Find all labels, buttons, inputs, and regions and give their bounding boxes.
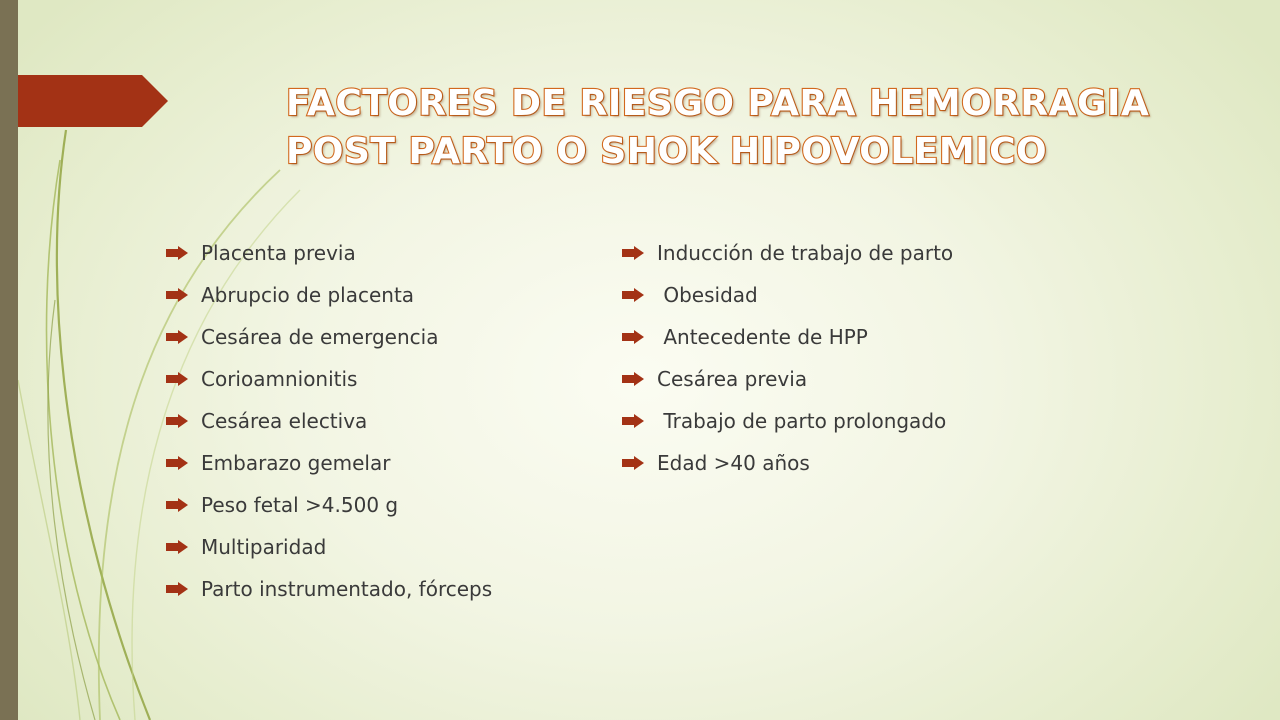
list-item	[166, 568, 586, 610]
arrow-bullet-icon	[166, 372, 188, 386]
arrow-bullet-icon	[622, 330, 644, 344]
list-item-text: Abrupcio de placenta	[201, 283, 415, 307]
list-item-text: Trabajo de parto prolongado	[657, 409, 947, 433]
list-item-text: Inducción de trabajo de parto	[657, 241, 954, 265]
list-item-text: Cesárea electiva	[201, 409, 368, 433]
list-item	[166, 526, 586, 568]
list-item	[622, 400, 1082, 442]
arrow-bullet-icon	[622, 288, 644, 302]
slide-title-line-1: FACTORES DE RIESGO PARA HEMORRAGIA	[286, 83, 1150, 124]
list-item	[622, 316, 1082, 358]
title-arrow-tab	[18, 75, 168, 127]
list-item-text: Cesárea de emergencia	[201, 325, 439, 349]
left-accent-bar	[0, 0, 18, 720]
list-item	[166, 232, 586, 274]
list-item-text: Embarazo gemelar	[201, 451, 391, 475]
arrow-bullet-icon	[622, 456, 644, 470]
list-item-text: Parto instrumentado, fórceps	[201, 577, 493, 601]
list-item	[166, 316, 586, 358]
list-item-text: Antecedente de HPP	[657, 325, 868, 349]
arrow-bullet-icon	[166, 246, 188, 260]
arrow-bullet-icon	[166, 414, 188, 428]
arrow-bullet-icon	[166, 498, 188, 512]
list-item	[166, 442, 586, 484]
arrow-bullet-icon	[622, 414, 644, 428]
list-item-text: Obesidad	[657, 283, 758, 307]
list-item	[166, 484, 586, 526]
arrow-bullet-icon	[622, 246, 644, 260]
arrow-bullet-icon	[622, 372, 644, 386]
arrow-bullet-icon	[166, 582, 188, 596]
list-item	[622, 442, 1082, 484]
risk-factors-list-right	[622, 232, 1082, 484]
list-item	[622, 232, 1082, 274]
list-item-text: Multiparidad	[201, 535, 327, 559]
arrow-bullet-icon	[166, 330, 188, 344]
risk-factors-list-left	[166, 232, 586, 610]
slide-title	[286, 80, 1186, 176]
list-item	[166, 400, 586, 442]
list-item	[622, 358, 1082, 400]
list-item-text: Placenta previa	[201, 241, 356, 265]
list-item	[166, 358, 586, 400]
arrow-bullet-icon	[166, 540, 188, 554]
list-item-text: Peso fetal >4.500 g	[201, 493, 399, 517]
arrow-bullet-icon	[166, 456, 188, 470]
list-item	[166, 274, 586, 316]
list-item	[622, 274, 1082, 316]
list-item-text: Corioamnionitis	[201, 367, 358, 391]
slide-title-line-2: POST PARTO O SHOK HIPOVOLEMICO	[286, 131, 1048, 172]
list-item-text: Cesárea previa	[657, 367, 808, 391]
list-item-text: Edad >40 años	[657, 451, 810, 475]
arrow-bullet-icon	[166, 288, 188, 302]
